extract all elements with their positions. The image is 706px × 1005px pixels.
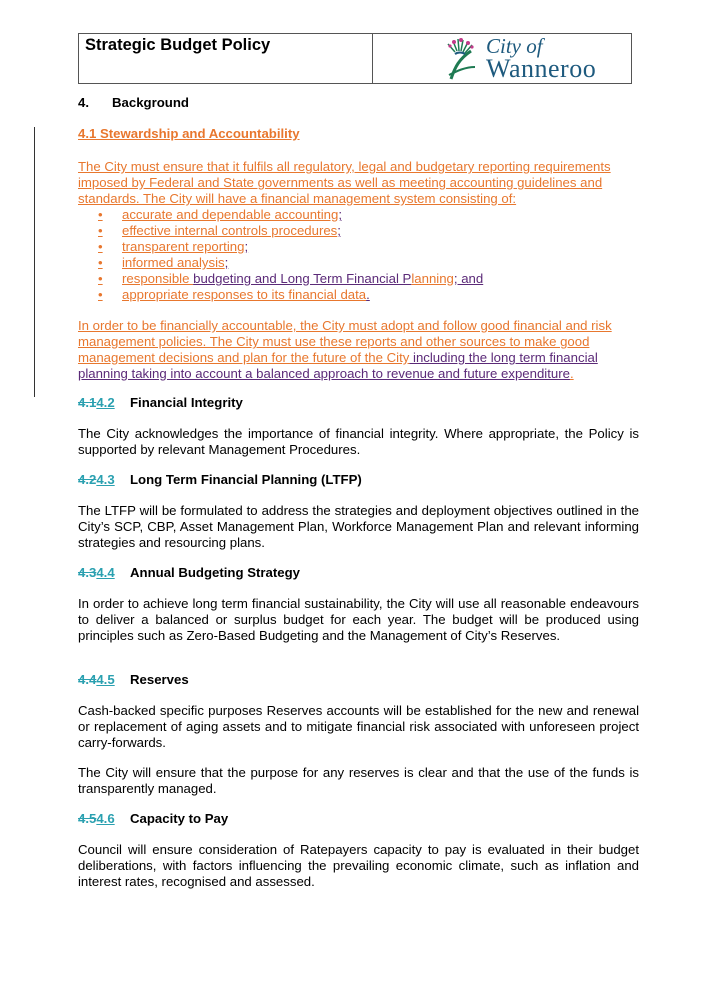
document-title: Strategic Budget Policy: [79, 34, 373, 83]
paragraph-financial-integrity: The City acknowledges the importance of financial integrity. Where appropriate, the Policy is supported by relevant Management Procedures.: [78, 426, 639, 457]
list-item: • appropriate responses to its financial data.: [98, 287, 370, 302]
city-logo: [373, 34, 631, 83]
grasstree-logo-icon: [441, 37, 487, 83]
section-heading-reserves: 4.44.5 Reserves: [78, 672, 189, 687]
section-heading-background: 4. Background: [78, 95, 189, 110]
section-heading-capacity-to-pay: 4.54.6 Capacity to Pay: [78, 811, 229, 826]
section-heading-ltfp: 4.24.3 Long Term Financial Planning (LTFP): [78, 472, 362, 487]
revision-change-bar: [34, 127, 35, 397]
header-table: [78, 33, 632, 84]
section-heading-4-1: 4.1 Stewardship and Accountability: [78, 126, 300, 141]
logo-text-wanneroo: Wanneroo: [486, 54, 597, 83]
list-item: • responsible budgeting and Long Term Financial Planning; and: [98, 271, 484, 286]
paragraph-annual-budgeting: In order to achieve long term financial sustainability, the City will use all reasonable endeavours to deliver a balanced or surplus budget for each year. The budget will be produced using principles such as Zero-Based Budgeting and the Management of City’s Reserves.: [78, 596, 639, 643]
paragraph-reserves-1: Cash-backed specific purposes Reserves accounts will be established for the new and renewal or replacement of aging assets and to mitigate financial risk associated with unforeseen project carry-forwards.: [78, 703, 639, 750]
list-item: • accurate and dependable accounting;: [98, 207, 342, 222]
paragraph-capacity-to-pay: Council will ensure consideration of Ratepayers capacity to pay is evaluated in their budget deliberations, with factors influencing the prevailing economic climate, such as inflation and interest rates, recognised and assessed.: [78, 842, 639, 889]
list-item: • informed analysis;: [98, 255, 229, 270]
section-heading-annual-budgeting: 4.34.4 Annual Budgeting Strategy: [78, 565, 300, 580]
paragraph-4-1-intro: The City must ensure that it fulfils all regulatory, legal and budgetary reporting requirements imposed by Federal and State governments as well as meeting accounting guidelines and standards. The City will have a financial management system consisting of:: [78, 159, 611, 206]
list-item: • transparent reporting;: [98, 239, 249, 254]
paragraph-reserves-2: The City will ensure that the purpose for any reserves is clear and that the use of the funds is transparently managed.: [78, 765, 639, 796]
logo-text-city-of: City of: [486, 34, 543, 58]
section-heading-financial-integrity: 4.14.2 Financial Integrity: [78, 395, 243, 410]
paragraph-4-1-accountability: In order to be financially accountable, the City must adopt and follow good financial and risk management policies. The City must use these reports and other sources to make good management decisions and plan for the future of the City including the long term financial planning taking into account a balanced approach to revenue and future expenditure.: [78, 318, 612, 381]
paragraph-ltfp: The LTFP will be formulated to address the strategies and deployment objectives outlined in the City’s SCP, CBP, Asset Management Plan, Workforce Management Plan and relevant informing strategies and resourcing plans.: [78, 503, 639, 550]
list-item: • effective internal controls procedures;: [98, 223, 341, 238]
